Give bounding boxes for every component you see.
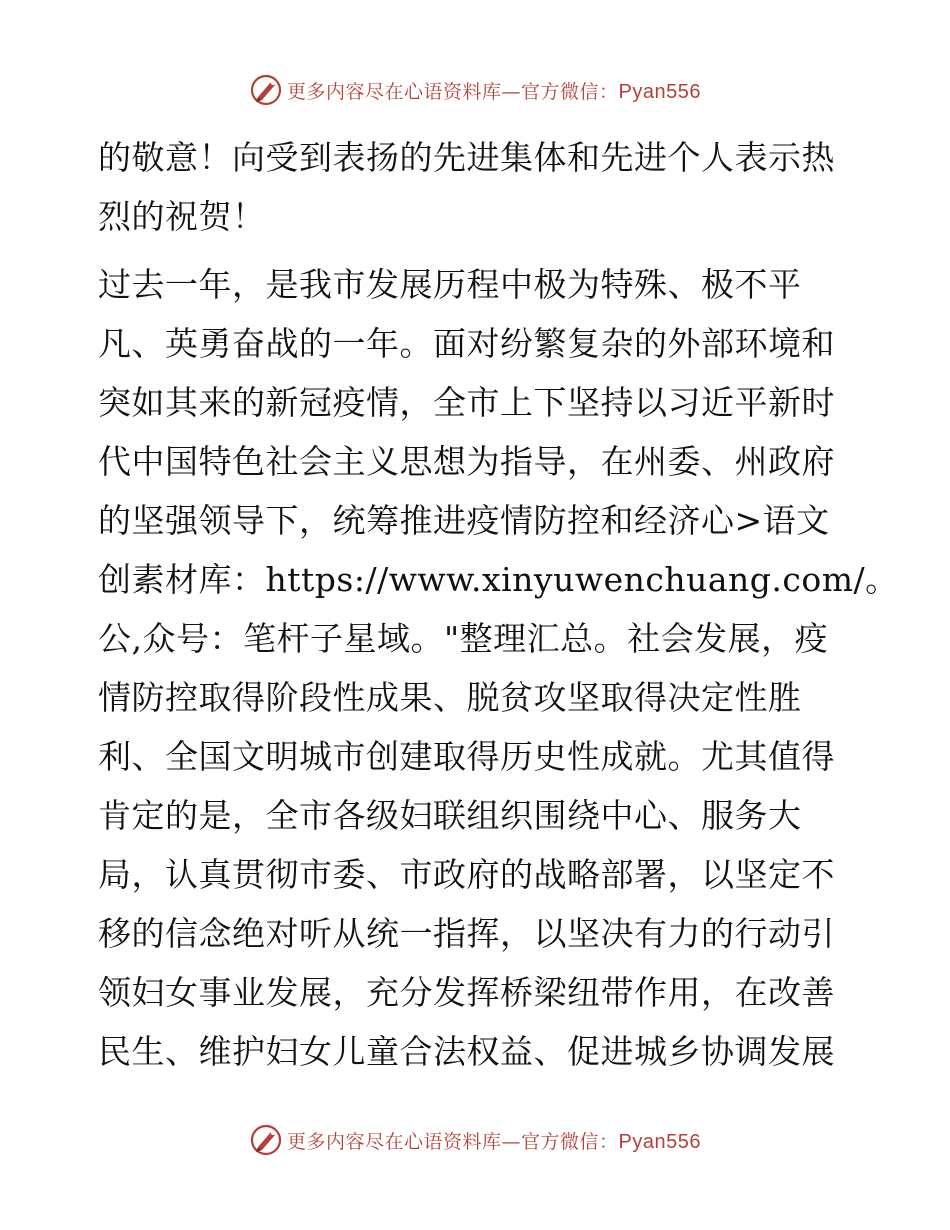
text-line: 凡、英勇奋战的一年。面对纷繁复杂的外部环境和: [98, 324, 835, 363]
text-line: 的敬意！向受到表扬的先进集体和先进个人表示热: [98, 138, 835, 177]
watermark-text: [287, 77, 701, 104]
text-line: 移的信念绝对听从统一指挥，以坚决有力的行动引: [98, 914, 835, 953]
text-line: 代中国特色社会主义思想为指导，在州委、州政府: [98, 442, 835, 481]
text-line: 烈的祝贺！: [98, 197, 266, 236]
watermark-site: 更多内容尽在心语资料库: [287, 1130, 502, 1153]
pen-logo-icon: [249, 73, 283, 107]
text-line: 领妇女事业发展，充分发挥桥梁纽带作用，在改善: [98, 973, 835, 1012]
watermark-contact-id: Pyan556: [618, 1130, 701, 1153]
text-line: 过去一年，是我市发展历程中极为特殊、极不平: [98, 265, 802, 304]
text-line: 创素材库：https://www.xinyuwenchuang.com/。: [98, 560, 899, 599]
text-line: 肯定的是，全市各级妇联组织围绕中心、服务大: [98, 796, 802, 835]
text-line: 的坚强领导下，统筹推进疫情防控和经济心>语文: [98, 501, 830, 540]
watermark-separator: —: [501, 1130, 522, 1153]
pen-logo-icon: [249, 1123, 283, 1157]
paragraph-1: [98, 128, 858, 246]
paragraph-2: [98, 255, 899, 1081]
watermark-contact-id: Pyan556: [618, 80, 701, 103]
footer-watermark: [0, 1120, 950, 1160]
text-line: 局，认真贯彻市委、市政府的战略部署，以坚定不: [98, 855, 835, 894]
text-line: 公,众号：笔杆子星域。"整理汇总。社会发展，疫: [98, 619, 829, 658]
text-line: 突如其来的新冠疫情，全市上下坚持以习近平新时: [98, 383, 835, 422]
watermark-separator: —: [501, 80, 522, 103]
text-line: 情防控取得阶段性成果、脱贫攻坚取得决定性胜: [98, 678, 802, 717]
watermark-contact-label: 官方微信：: [521, 1130, 619, 1153]
header-watermark: [0, 70, 950, 110]
watermark-site: 更多内容尽在心语资料库: [287, 80, 502, 103]
watermark-contact-label: 官方微信：: [521, 80, 619, 103]
watermark-text: [287, 1127, 701, 1154]
document-body: [98, 128, 899, 1081]
text-line: 利、全国文明城市创建取得历史性成就。尤其值得: [98, 737, 835, 776]
text-line: 民生、维护妇女儿童合法权益、促进城乡协调发展: [98, 1032, 835, 1071]
